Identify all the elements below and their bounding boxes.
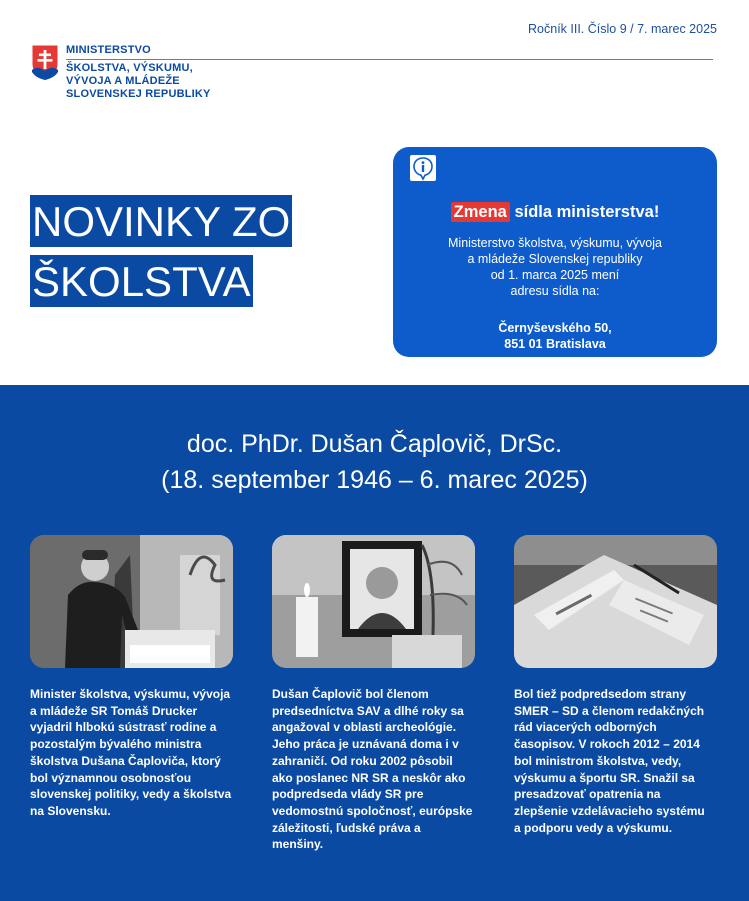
memorial-dates: (18. september 1946 – 6. marec 2025) <box>161 466 588 494</box>
page-title-line-1: NOVINKY ZO <box>30 195 292 247</box>
text-line: rád viacerých odborných <box>514 720 657 735</box>
text-line: Minister školstva, výskumu, vývoja <box>30 687 231 701</box>
info-icon <box>409 154 437 182</box>
issue-info: Ročník III. Číslo 9 / 7. marec 2025 <box>528 22 717 36</box>
notice-body-line: a mládeže Slovenskej republiky <box>467 252 643 266</box>
notice-address-line: 851 01 Bratislava <box>504 337 606 351</box>
photo-minister-signing-image <box>30 535 233 668</box>
ministry-name-line: VÝVOJA A MLÁDEŽE <box>66 75 180 87</box>
memorial-heading <box>0 426 749 498</box>
text-line: vedomostnú spoločnosť, európske <box>272 803 473 818</box>
column-text-1 <box>30 686 240 820</box>
text-line: záležitosti, ľudské práva a <box>272 820 421 835</box>
notice-body-line: Ministerstvo školstva, výskumu, vývoja <box>448 236 662 250</box>
photo-condolence-book-image <box>514 535 717 668</box>
text-line: zahraničí. Od roku 2002 pôsobil <box>272 753 453 768</box>
text-line: angažoval v oblasti archeológie. <box>272 720 457 735</box>
text-line: menšiny. <box>272 837 324 852</box>
text-line: Dušan Čaplovič bol členom <box>272 687 429 701</box>
notice-heading <box>393 203 717 222</box>
photo-portrait-candle-image <box>272 535 475 668</box>
ministry-name-line: SLOVENSKEJ REPUBLIKY <box>66 88 211 100</box>
text-line: a podporu vedy a výskumu. <box>514 820 673 835</box>
notice-tag: Zmena <box>451 202 510 222</box>
ministry-name-top: MINISTERSTVO <box>66 44 151 56</box>
column-text-3 <box>514 686 724 836</box>
text-line: presadzovať opatrenia na <box>514 787 661 802</box>
text-line: časopisov. V rokoch 2012 – 2014 <box>514 737 700 752</box>
text-line: predsedníctva SAV a dlhé roky sa <box>272 703 464 718</box>
photo-portrait-candle <box>272 535 475 668</box>
text-line: bol významnou osobnosťou <box>30 770 192 785</box>
text-line: SMER – SD a členom redakčných <box>514 703 705 718</box>
text-line: ako poslanec NR SR a neskôr ako <box>272 770 466 785</box>
text-line: školstva Dušana Čaploviča, ktorý <box>30 753 221 768</box>
text-line: pozostalým bývalého ministra <box>30 737 202 752</box>
text-line: a mládeže SR Tomáš Drucker <box>30 703 198 718</box>
text-line: výskumu a športu SR. Snažil sa <box>514 770 695 785</box>
notice-heading-text: sídla ministerstva! <box>514 203 660 221</box>
slovak-coat-of-arms-logo <box>31 44 59 81</box>
notice-body <box>393 235 717 299</box>
ministry-name <box>66 44 211 101</box>
text-line: zlepšenie vzdelávacieho systému <box>514 803 705 818</box>
notice-address-line: Černyševského 50, <box>498 321 612 335</box>
text-line: podpredseda vlády SR pre <box>272 787 424 802</box>
text-line: slovenskej politiky, vedy a školstva <box>30 787 232 802</box>
address-change-notice <box>393 147 717 357</box>
page-title <box>30 195 292 315</box>
text-line: vyjadril hlbokú sústrasť rodine a <box>30 720 217 735</box>
ministry-name-line: ŠKOLSTVA, VÝSKUMU, <box>66 62 193 74</box>
text-line: bol ministrom školstva, vedy, <box>514 753 682 768</box>
memorial-name: doc. PhDr. Dušan Čaplovič, DrSc. <box>186 430 563 458</box>
page-title-line-2: ŠKOLSTVA <box>30 255 253 307</box>
text-line: Bol tiež podpredsedom strany <box>514 687 687 701</box>
notice-address <box>393 320 717 352</box>
text-line: na Slovensku. <box>30 803 111 818</box>
text-line: Jeho práca je uznávaná doma i v <box>272 737 459 752</box>
column-text-2 <box>272 686 482 853</box>
photo-minister-signing <box>30 535 233 668</box>
photo-condolence-book <box>514 535 717 668</box>
notice-body-line: od 1. marca 2025 mení <box>490 268 620 282</box>
notice-body-line: adresu sídla na: <box>510 284 600 298</box>
